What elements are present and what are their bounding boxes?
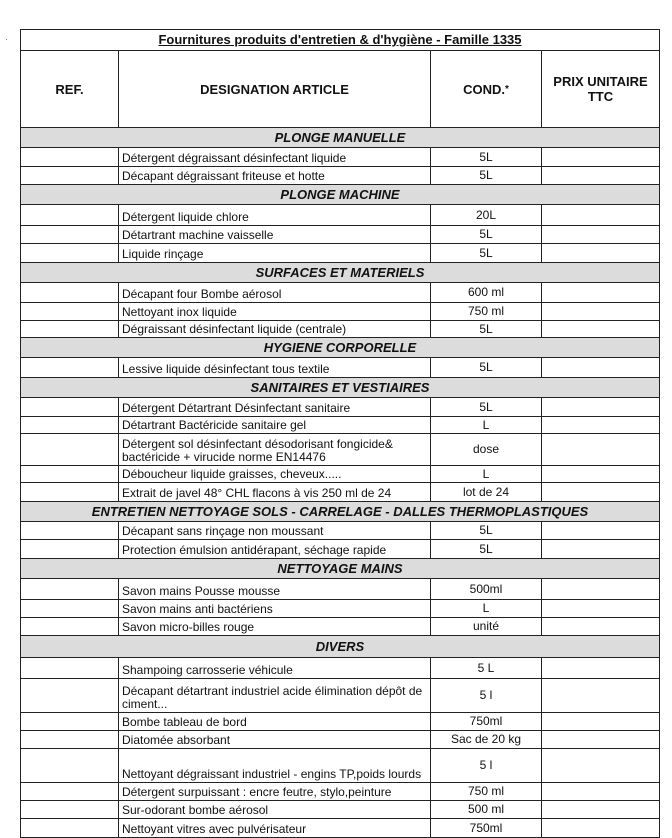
table-header [20,51,660,127]
cond-cell: 5 l [431,678,542,712]
cond-cell: unité [431,617,542,635]
table-row [20,282,660,302]
designation-cell: Détergent Détartrant Désinfectant sanitaire [119,397,431,416]
table-row [20,617,660,635]
cond-cell: 750 ml [431,782,542,800]
designation-cell: Détergent surpuissant : encre feutre, stylo,peinture [119,782,431,800]
designation-cell: Dégraissant désinfectant liquide (centrale) [119,320,431,337]
designation-cell: Nettoyant inox liquide [119,302,431,320]
ref-cell[interactable] [20,282,119,302]
section-header [20,635,660,657]
section-title: SANITAIRES ET VESTIAIRES [250,380,430,395]
ref-header: REF. [20,51,119,127]
cond-cell: 5L [431,320,542,337]
table-row [20,147,660,166]
ref-cell[interactable] [20,712,119,730]
section-header [20,377,660,397]
cond-cell: 5L [431,521,542,539]
ref-cell[interactable] [20,225,119,243]
table-row [20,302,660,320]
table-row [20,818,660,837]
price-list-sheet [20,29,660,836]
cond-header: COND. * [431,51,542,127]
table-title-text: Fournitures produits d'entretien & d'hygiène - Famille 1335 [158,32,522,47]
designation-cell: Décapant four Bombe aérosol [119,282,431,302]
prix-header: PRIX UNITAIRE TTC [542,51,660,127]
designation-cell: Savon micro-billes rouge [119,617,431,635]
table-row [20,397,660,416]
designation-cell: Détartrant machine vaisselle [119,225,431,243]
margin-mark: · [5,34,8,44]
designation-cell: Diatomée absorbant [119,730,431,748]
designation-cell: Liquide rinçage [119,243,431,262]
price-cell[interactable] [542,225,660,243]
cond-cell: L [431,416,542,433]
designation-cell: Détergent dégraissant désinfectant liquide [119,147,431,166]
cond-cell: dose [431,433,542,465]
price-cell[interactable] [542,302,660,320]
section-header [20,501,660,521]
ref-cell[interactable] [20,482,119,501]
price-cell[interactable] [542,482,660,501]
price-cell[interactable] [542,730,660,748]
ref-cell[interactable] [20,243,119,262]
table-row [20,678,660,712]
ref-cell[interactable] [20,748,119,782]
designation-cell: Détergent sol désinfectant désodorisant fongicide& bactéricide + virucide norme EN14476 [119,433,431,465]
designation-cell: Nettoyant dégraissant industriel - engins TP,poids lourds [119,748,431,782]
ref-cell[interactable] [20,521,119,539]
designation-cell: Décapant détartrant industriel acide élimination dépôt de ciment... [119,678,431,712]
ref-cell[interactable] [20,147,119,166]
price-cell[interactable] [542,397,660,416]
cond-cell: 20L [431,204,542,225]
section-header [20,262,660,282]
ref-cell[interactable] [20,320,119,337]
price-cell[interactable] [542,416,660,433]
cond-cell: 500 ml [431,800,542,818]
ref-cell[interactable] [20,617,119,635]
cond-cell: 750ml [431,818,542,837]
table-title [20,29,660,51]
table-row [20,433,660,465]
cond-cell: L [431,465,542,482]
table-row [20,225,660,243]
designation-cell: Détartrant Bactéricide sanitaire gel [119,416,431,433]
cond-cell: 5L [431,243,542,262]
cond-cell: 5 l [431,748,542,782]
ref-cell[interactable] [20,599,119,617]
section-header [20,337,660,357]
cond-cell: 5L [431,357,542,377]
cond-cell: Sac de 20 kg [431,730,542,748]
price-cell[interactable] [542,357,660,377]
table-row [20,657,660,678]
table-row [20,482,660,501]
designation-cell: Déboucheur liquide graisses, cheveux..... [119,465,431,482]
cond-cell: 5L [431,225,542,243]
price-cell[interactable] [542,712,660,730]
section-header [20,184,660,204]
ref-cell[interactable] [20,818,119,837]
cond-cell: 5L [431,166,542,184]
price-cell[interactable] [542,578,660,599]
designation-cell: Lessive liquide désinfectant tous textile [119,357,431,377]
price-cell[interactable] [542,204,660,225]
table-row [20,465,660,482]
section-title: PLONGE MACHINE [280,187,400,202]
cond-cell: 5 L [431,657,542,678]
table-row [20,204,660,225]
price-cell[interactable] [542,617,660,635]
ref-cell[interactable] [20,397,119,416]
table-row [20,748,660,782]
section-title: PLONGE MANUELLE [274,130,406,145]
designation-header: DESIGNATION ARTICLE [119,51,431,127]
section-header [20,127,660,147]
table-row [20,320,660,337]
price-cell[interactable] [542,748,660,782]
price-cell[interactable] [542,539,660,558]
ref-cell[interactable] [20,578,119,599]
section-title: ENTRETIEN NETTOYAGE SOLS - CARRELAGE - DALLES THERMOPLASTIQUES [91,504,589,519]
designation-cell: Nettoyant vitres avec pulvérisateur [119,818,431,837]
cond-cell: 5L [431,539,542,558]
price-cell[interactable] [542,782,660,800]
ref-cell[interactable] [20,357,119,377]
table-row [20,357,660,377]
section-header [20,558,660,578]
cond-asterisk: * [504,83,509,95]
designation-cell: Décapant dégraissant friteuse et hotte [119,166,431,184]
price-cell[interactable] [542,678,660,712]
price-cell[interactable] [542,599,660,617]
ref-cell[interactable] [20,166,119,184]
ref-cell[interactable] [20,678,119,712]
price-cell[interactable] [542,320,660,337]
table-row [20,730,660,748]
price-cell[interactable] [542,657,660,678]
table-row [20,243,660,262]
section-title: SURFACES ET MATERIELS [255,265,425,280]
designation-cell: Bombe tableau de bord [119,712,431,730]
cond-cell: L [431,599,542,617]
price-cell[interactable] [542,521,660,539]
price-cell[interactable] [542,282,660,302]
cond-cell: 750 ml [431,302,542,320]
section-title: NETTOYAGE MAINS [277,561,403,576]
cond-cell: lot de 24 [431,482,542,501]
price-cell[interactable] [542,147,660,166]
ref-cell[interactable] [20,302,119,320]
designation-cell: Shampoing carrosserie véhicule [119,657,431,678]
table-row [20,712,660,730]
price-cell[interactable] [542,800,660,818]
designation-cell: Savon mains anti bactériens [119,599,431,617]
cond-cell: 5L [431,397,542,416]
ref-cell[interactable] [20,433,119,465]
ref-cell[interactable] [20,539,119,558]
ref-cell[interactable] [20,800,119,818]
ref-cell[interactable] [20,465,119,482]
cond-cell: 750ml [431,712,542,730]
cond-cell: 5L [431,147,542,166]
cond-cell: 600 ml [431,282,542,302]
designation-cell: Sur-odorant bombe aérosol [119,800,431,818]
price-cell[interactable] [542,465,660,482]
designation-cell: Protection émulsion antidérapant, séchage rapide [119,539,431,558]
price-cell[interactable] [542,243,660,262]
price-cell[interactable] [542,433,660,465]
designation-cell: Savon mains Pousse mousse [119,578,431,599]
table-row [20,166,660,184]
table-row [20,416,660,433]
table-row [20,539,660,558]
ref-cell[interactable] [20,204,119,225]
section-title: HYGIENE CORPORELLE [263,340,417,355]
table-row [20,782,660,800]
designation-cell: Extrait de javel 48° CHL flacons à vis 250 ml de 24 [119,482,431,501]
ref-cell[interactable] [20,782,119,800]
table-row [20,578,660,599]
table-row [20,800,660,818]
ref-cell[interactable] [20,657,119,678]
table-row [20,521,660,539]
price-cell[interactable] [542,818,660,837]
ref-cell[interactable] [20,416,119,433]
section-title: DIVERS [315,639,365,654]
table-row [20,599,660,617]
designation-cell: Détergent liquide chlore [119,204,431,225]
price-cell[interactable] [542,166,660,184]
ref-cell[interactable] [20,730,119,748]
designation-cell: Décapant sans rinçage non moussant [119,521,431,539]
cond-cell: 500ml [431,578,542,599]
